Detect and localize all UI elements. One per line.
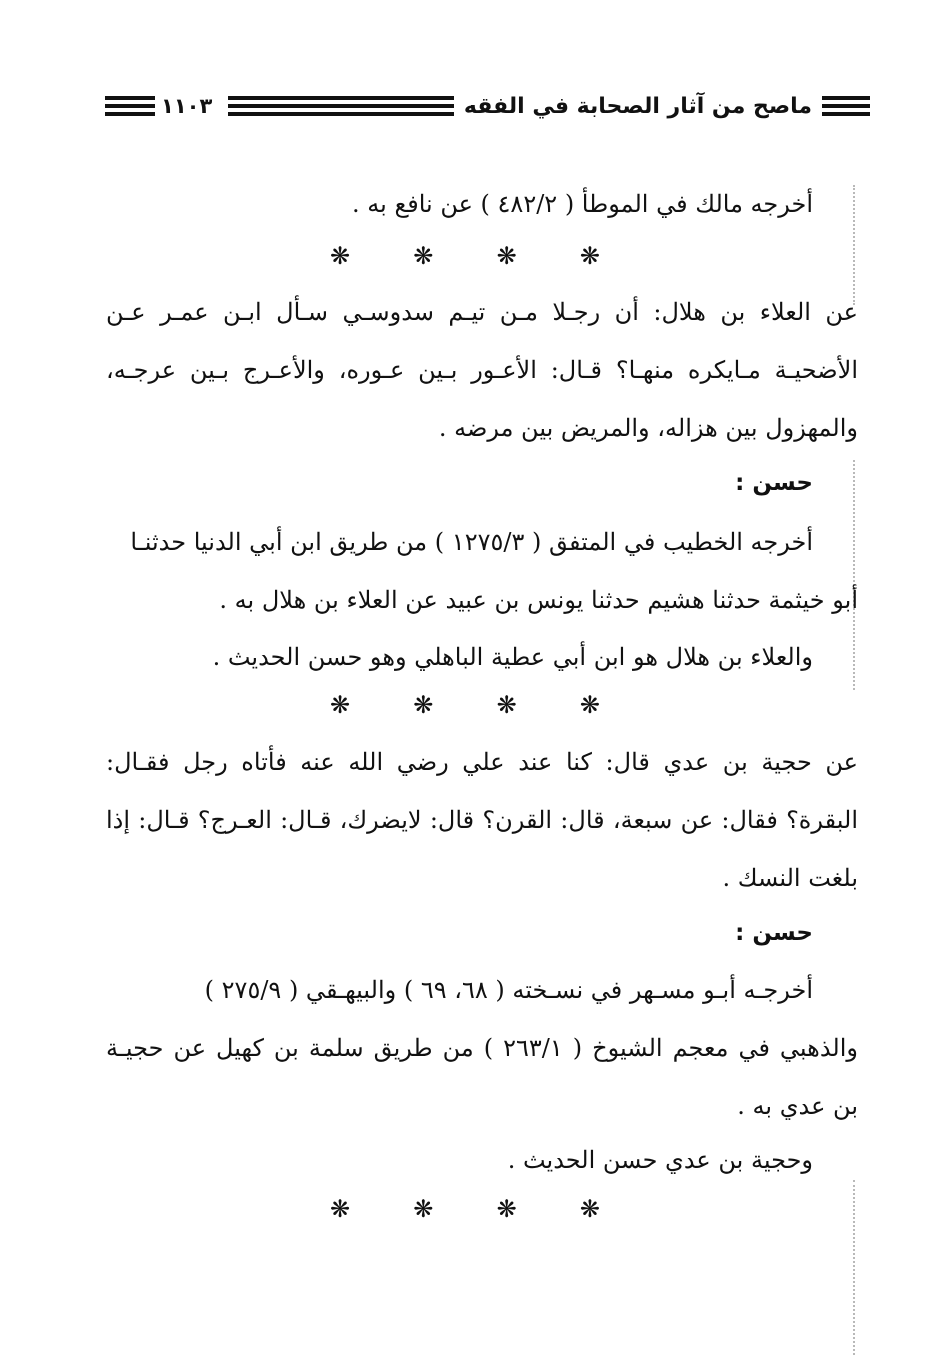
paragraph-line: الأضحيـة مـايكره منهـا؟ قـال: الأعـور بـين عـوره، والأعـرج بـين عرجـه، xyxy=(106,356,858,384)
star-ornament-icon: ❋ xyxy=(579,1195,600,1223)
paragraph-line: أبو خيثمة حدثنا هشيم حدثنا يونس بن عبيد عن العلاء بن هلال به . xyxy=(219,586,858,614)
star-ornament-icon: ❋ xyxy=(330,691,351,719)
section-separator xyxy=(330,1197,600,1221)
star-ornament-icon: ❋ xyxy=(330,1195,351,1223)
paragraph-line: البقرة؟ فقال: عن سبعة، قال: القرن؟ قال: لايضرك، قـال: العـرج؟ قـال: إذا xyxy=(106,806,858,834)
section-separator xyxy=(330,693,600,717)
header-rule-right xyxy=(822,96,870,116)
star-ornament-icon: ❋ xyxy=(579,242,600,270)
paragraph-line: والمهزول بين هزاله، والمريض بين مرضه . xyxy=(438,414,858,442)
paragraph-line: بلغت النسك . xyxy=(722,864,858,892)
header-rule-left xyxy=(105,96,155,116)
star-ornament-icon: ❋ xyxy=(413,1195,434,1223)
paragraph-line: أخرجه الخطيب في المتفق ( ١٢٧٥/٣ ) من طريق ابن أبي الدنيا حدثنـا xyxy=(130,528,813,556)
header-rule-middle xyxy=(228,96,454,116)
star-ornament-icon: ❋ xyxy=(330,242,351,270)
paragraph-line: والعلاء بن هلال هو ابن أبي عطية الباهلي وهو حسن الحديث . xyxy=(212,643,813,671)
header-title: ماصح من آثار الصحابة في الفقه xyxy=(463,93,812,119)
hadith-grade: حسن : xyxy=(735,920,813,946)
hadith-grade: حسن : xyxy=(735,470,813,496)
star-ornament-icon: ❋ xyxy=(496,1195,517,1223)
star-ornament-icon: ❋ xyxy=(496,691,517,719)
star-ornament-icon: ❋ xyxy=(496,242,517,270)
margin-dots xyxy=(853,1180,857,1355)
paragraph-line: عن حجية بن عدي قال: كنا عند علي رضي الله عنه فأتاه رجل فقـال: xyxy=(106,748,858,776)
paragraph-line: والذهبي في معجم الشيوخ ( ٢٦٣/١ ) من طريق سلمة بن كهيل عن حجيـة xyxy=(106,1034,858,1062)
paragraph-line: أخرجـه أبـو مسـهر في نسـخته ( ٦٨، ٦٩ ) والبيهـقي ( ٢٧٥/٩ ) xyxy=(204,976,813,1004)
paragraph-line: عن العلاء بن هلال: أن رجـلا مـن تيـم سدوسـي سـأل ابـن عمـر عـن xyxy=(106,298,858,326)
star-ornament-icon: ❋ xyxy=(413,242,434,270)
page-number: ١١٠٣ xyxy=(161,94,213,118)
star-ornament-icon: ❋ xyxy=(579,691,600,719)
running-header xyxy=(105,88,870,124)
margin-dots xyxy=(853,185,857,305)
section-separator xyxy=(330,244,600,268)
paragraph-line: أخرجه مالك في الموطأ ( ٤٨٢/٢ ) عن نافع به . xyxy=(352,190,813,218)
paragraph-line: بن عدي به . xyxy=(737,1092,858,1120)
star-ornament-icon: ❋ xyxy=(413,691,434,719)
margin-dots xyxy=(853,460,857,690)
paragraph-line: وحجية بن عدي حسن الحديث . xyxy=(507,1146,813,1174)
